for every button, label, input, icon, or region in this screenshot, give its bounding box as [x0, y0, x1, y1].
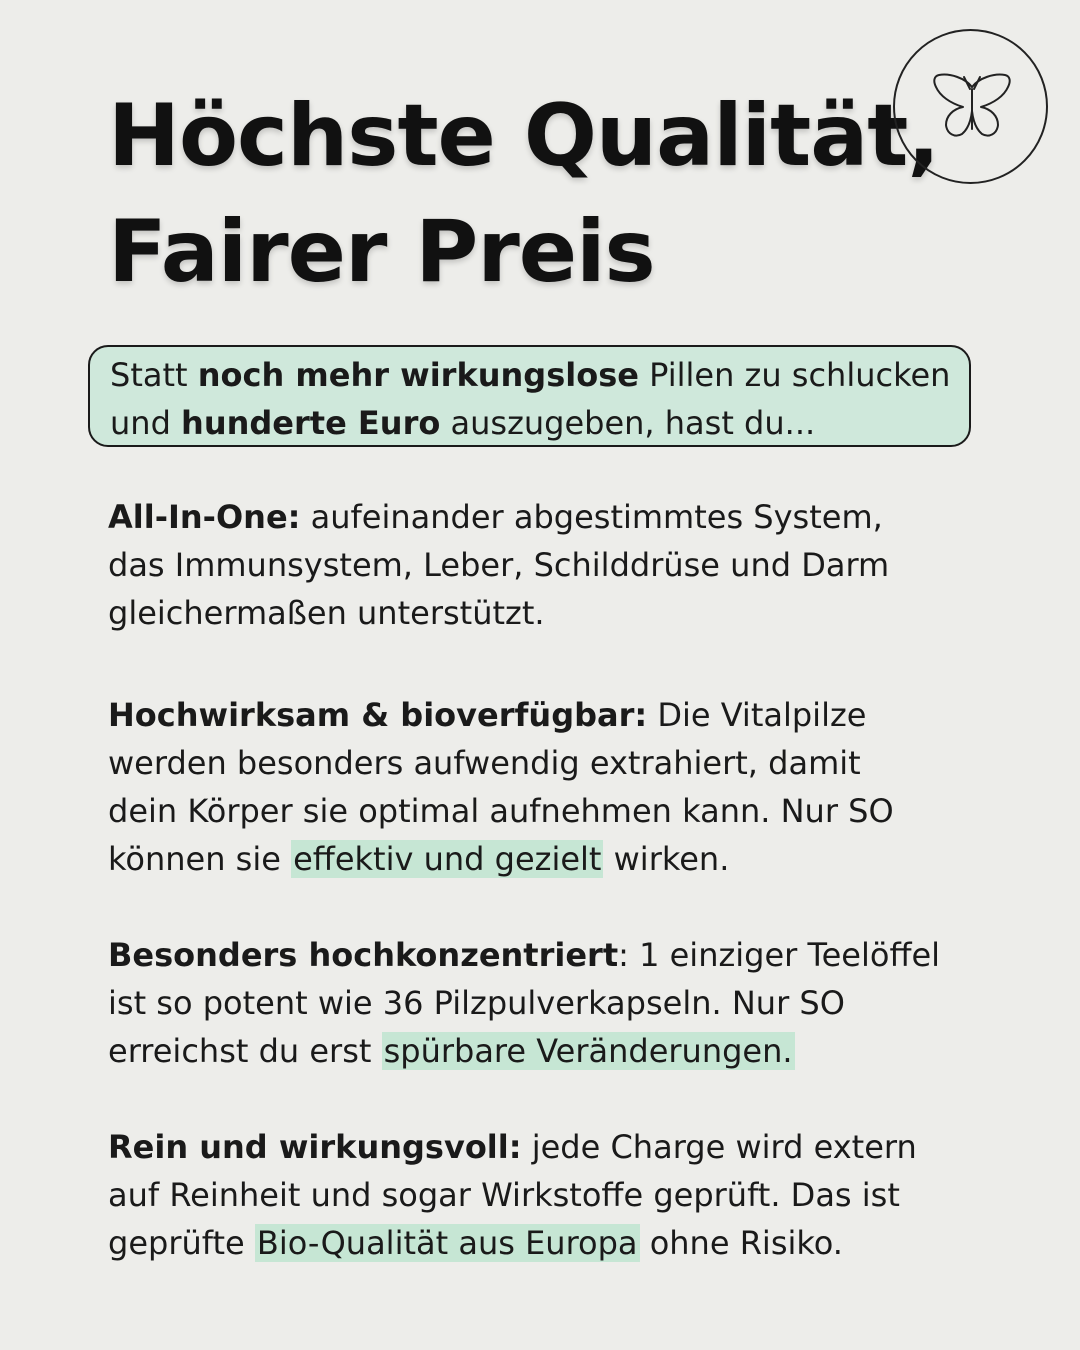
benefit-hochwirksam: [108, 691, 1008, 883]
benefit-line: [108, 835, 1008, 883]
benefit-heading: All-In-One:: [108, 498, 301, 536]
callout-line-2: [110, 399, 969, 447]
benefit-text: Die Vitalpilze: [647, 696, 867, 734]
benefit-line: auf Reinheit und sogar Wirkstoffe geprüft. Das ist: [108, 1176, 900, 1214]
benefit-line: [108, 1219, 1008, 1267]
benefit-hochkonzentriert: [108, 931, 1008, 1075]
benefit-text: erreichst du erst: [108, 1032, 382, 1070]
callout-bold-text: noch mehr wirkungslose: [197, 356, 639, 394]
callout-text: Statt: [110, 356, 198, 394]
title-line-1: Höchste Qualität,: [108, 86, 940, 186]
highlighted-text: Bio-Qualität aus Europa: [256, 1224, 638, 1262]
benefit-text: ohne Risiko.: [639, 1224, 843, 1262]
callout-text: und: [110, 404, 182, 442]
intro-callout: [88, 345, 971, 447]
highlighted-text: spürbare Veränderungen.: [383, 1032, 793, 1070]
benefit-heading: Hochwirksam & bioverfügbar:: [108, 696, 648, 734]
benefit-line: [108, 1027, 1008, 1075]
benefit-text: : 1 einziger Teelöffel: [618, 936, 941, 974]
benefit-text: jede Charge wird extern: [521, 1128, 917, 1166]
benefit-line: [108, 691, 1008, 739]
benefit-line: dein Körper sie optimal aufnehmen kann. Nur SO: [108, 792, 894, 830]
highlighted-text: effektiv und gezielt: [293, 840, 602, 878]
butterfly-icon: [932, 71, 1012, 143]
benefit-text: geprüfte: [108, 1224, 255, 1262]
benefit-line: [108, 493, 1008, 541]
benefit-text: können sie: [108, 840, 292, 878]
benefit-text: wirken.: [603, 840, 730, 878]
benefit-line: [108, 1123, 1008, 1171]
callout-bold-text: hunderte Euro: [181, 404, 441, 442]
benefit-rein: [108, 1123, 1008, 1267]
callout-text: auszugeben, hast du...: [440, 404, 816, 442]
benefit-all-in-one: [108, 493, 1008, 637]
benefit-heading: Rein und wirkungsvoll:: [108, 1128, 522, 1166]
brand-logo: [893, 29, 1048, 184]
callout-line-1: [110, 351, 969, 399]
callout-text: Pillen zu schlucken: [638, 356, 951, 394]
benefit-line: das Immunsystem, Leber, Schilddrüse und Darm: [108, 546, 890, 584]
benefit-text: aufeinander abgestimmtes System,: [300, 498, 883, 536]
benefit-heading: Besonders hochkonzentriert: [108, 936, 619, 974]
page-title: [108, 78, 939, 310]
benefit-line: gleichermaßen unterstützt.: [108, 594, 545, 632]
title-line-2: Fairer Preis: [108, 202, 655, 302]
benefit-line: [108, 931, 1008, 979]
benefit-line: werden besonders aufwendig extrahiert, damit: [108, 744, 861, 782]
benefit-line: ist so potent wie 36 Pilzpulverkapseln. Nur SO: [108, 984, 845, 1022]
